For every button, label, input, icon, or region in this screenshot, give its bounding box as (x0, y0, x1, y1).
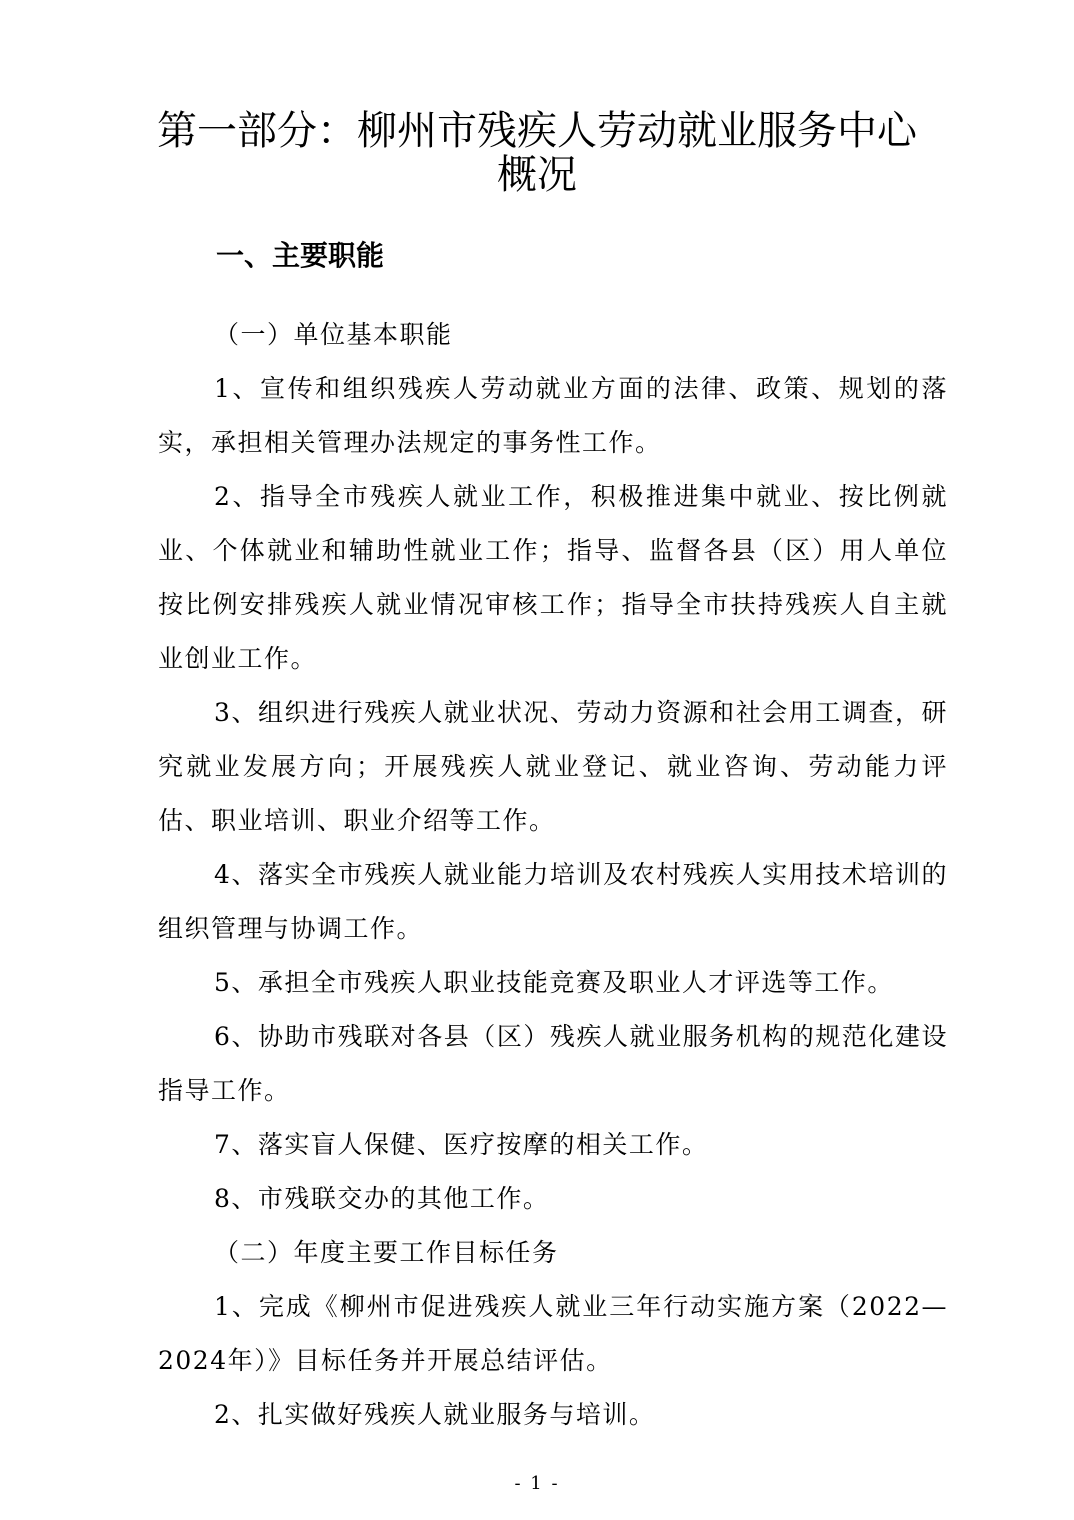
function-item-5: 5、承担全市残疾人职业技能竞赛及职业人才评选等工作。 (214, 968, 894, 997)
function-item-6: 6、协助市残联对各县（区）残疾人就业服务机构的规范化建设指导工作。 (158, 1022, 948, 1105)
body-text (158, 308, 948, 1442)
task-item-2: 2、扎实做好残疾人就业服务与培训。 (214, 1400, 656, 1429)
function-item-4: 4、落实全市残疾人就业能力培训及农村残疾人实用技术培训的组织管理与协调工作。 (158, 860, 948, 943)
section-heading: 一、主要职能 (216, 239, 385, 272)
function-item-8: 8、市残联交办的其他工作。 (214, 1184, 550, 1213)
functions-heading: （一）单位基本职能 (214, 320, 453, 349)
page-title-line-1: 第一部分：柳州市残疾人劳动就业服务中心 (157, 108, 917, 154)
page-number: - 1 - (514, 1473, 560, 1494)
page-title-line-2: 概况 (497, 152, 577, 198)
function-item-2: 2、指导全市残疾人就业工作，积极推进集中就业、按比例就业、个体就业和辅助性就业工作；指导、监督各县（区）用人单位按比例安排残疾人就业情况审核工作；指导全市扶持残疾人自主就业创业工作。 (158, 482, 948, 673)
function-item-3: 3、组织进行残疾人就业状况、劳动力资源和社会用工调查，研究就业发展方向；开展残疾人就业登记、就业咨询、劳动能力评估、职业培训、职业介绍等工作。 (158, 698, 948, 835)
function-item-7: 7、落实盲人保健、医疗按摩的相关工作。 (214, 1130, 709, 1159)
task-item-1: 1、完成《柳州市促进残疾人就业三年行动实施方案（2022—2024年）》目标任务并开展总结评估。 (158, 1292, 948, 1375)
tasks-heading: （二）年度主要工作目标任务 (214, 1238, 559, 1267)
function-item-1: 1、宣传和组织残疾人劳动就业方面的法律、政策、规划的落实，承担相关管理办法规定的事务性工作。 (158, 374, 948, 457)
